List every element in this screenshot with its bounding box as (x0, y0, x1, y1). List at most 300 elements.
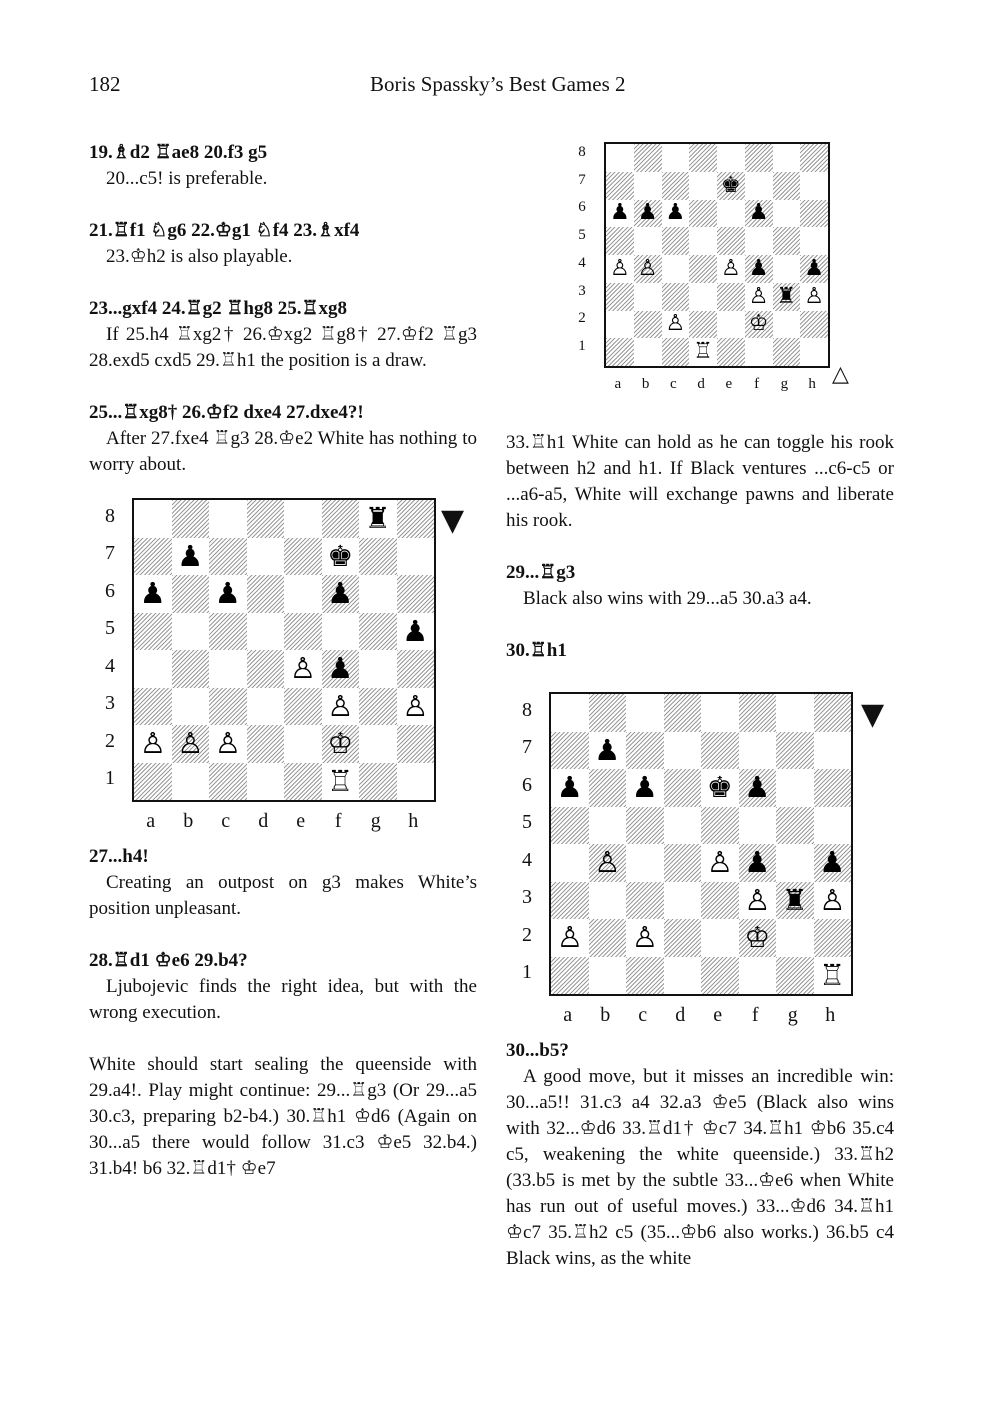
rank-label: 1 (522, 961, 532, 984)
file-label: c (638, 1004, 648, 1026)
square-d8 (664, 694, 702, 732)
square-f3 (739, 882, 777, 920)
square-e5 (284, 613, 322, 651)
chess-piece-icon: ♟ (556, 770, 583, 805)
square-g5 (776, 807, 814, 845)
chess-piece-icon: ♟ (819, 845, 846, 880)
square-g4 (359, 650, 397, 688)
square-c6 (626, 769, 664, 807)
square-g1 (359, 763, 397, 801)
chess-piece-icon: ♙ (610, 255, 630, 281)
square-b7 (634, 172, 662, 200)
square-h1 (397, 763, 435, 801)
square-d6 (689, 200, 717, 228)
chess-piece-icon: ♔ (744, 920, 771, 955)
square-d4 (247, 650, 285, 688)
square-c1 (662, 338, 690, 366)
chess-piece-icon: ♙ (706, 845, 733, 880)
square-b1 (172, 763, 210, 801)
left-column-top (89, 140, 477, 478)
square-g8 (359, 500, 397, 538)
file-label: a (614, 376, 622, 392)
square-h2 (814, 919, 852, 957)
square-h6 (800, 200, 828, 228)
square-d5 (664, 807, 702, 845)
file-label: e (713, 1004, 723, 1026)
square-c2 (662, 311, 690, 339)
square-c8 (626, 694, 664, 732)
square-d3 (664, 882, 702, 920)
square-e7 (701, 732, 739, 770)
chess-piece-icon: ♙ (556, 920, 583, 955)
square-e3 (717, 283, 745, 311)
square-e3 (701, 882, 739, 920)
square-h4 (800, 255, 828, 283)
square-a4 (134, 650, 172, 688)
square-d5 (247, 613, 285, 651)
running-head: Boris Spassky’s Best Games 2 (370, 72, 626, 96)
square-a2 (606, 311, 634, 339)
square-a5 (134, 613, 172, 651)
chess-piece-icon: ♙ (721, 255, 741, 281)
right-column-bottom (506, 1038, 894, 1272)
square-a7 (551, 732, 589, 770)
chess-piece-icon: ♟ (402, 613, 429, 648)
square-b6 (589, 769, 627, 807)
square-g1 (776, 957, 814, 995)
chess-piece-icon: ♙ (804, 283, 824, 309)
file-label: d (675, 1004, 686, 1026)
file-label: c (221, 810, 231, 832)
chess-piece-icon: ♜ (776, 283, 797, 309)
chess-piece-icon: ♙ (744, 882, 771, 917)
file-label: f (751, 1004, 759, 1026)
square-c1 (626, 957, 664, 995)
square-f8 (739, 694, 777, 732)
square-a6 (551, 769, 589, 807)
square-h7 (800, 172, 828, 200)
square-f7 (322, 538, 360, 576)
square-d7 (689, 172, 717, 200)
square-b2 (634, 311, 662, 339)
square-g7 (776, 732, 814, 770)
square-g4 (776, 844, 814, 882)
chess-piece-icon: ♚ (706, 770, 733, 805)
square-e4 (717, 255, 745, 283)
file-label: h (808, 376, 816, 392)
move-heading: 30...b5? (506, 1040, 569, 1061)
square-e7 (284, 538, 322, 576)
black-to-move-triangle-icon: ▼ (441, 503, 465, 538)
annotation-paragraph: White should start sealing the queenside with 29.a4!. Play might continue: 29...♖g3 (Or 29...a5 30.c3, preparing b2-b4.) 30.♖h1 ♔d6 (Again on 30...a5 there would follow 31.c3 ♔e5 32.b4.) 31.b4! b6 32.♖d1† ♔e7 (89, 1054, 477, 1179)
square-a5 (606, 227, 634, 255)
square-c2 (626, 919, 664, 957)
chess-piece-icon: ♖ (693, 339, 713, 365)
square-c1 (209, 763, 247, 801)
chess-piece-icon: ♟ (177, 538, 204, 573)
square-b3 (634, 283, 662, 311)
square-f3 (322, 688, 360, 726)
square-a4 (606, 255, 634, 283)
square-c3 (626, 882, 664, 920)
square-f2 (745, 311, 773, 339)
chess-piece-icon: ♙ (214, 726, 241, 761)
chess-piece-icon: ♙ (327, 688, 354, 723)
square-g7 (773, 172, 801, 200)
square-e4 (284, 650, 322, 688)
square-g3 (359, 688, 397, 726)
square-b2 (589, 919, 627, 957)
chess-piece-icon: ♟ (665, 200, 686, 226)
square-d3 (689, 283, 717, 311)
chess-piece-icon: ♔ (748, 311, 769, 337)
rank-label: 6 (522, 773, 532, 796)
chess-diagram-bottom-right (506, 692, 894, 1032)
square-f7 (739, 732, 777, 770)
chess-piece-icon: ♟ (214, 576, 241, 611)
chess-piece-icon: ♙ (819, 882, 846, 917)
square-d5 (689, 227, 717, 255)
file-label: h (408, 810, 419, 832)
black-to-move-triangle-icon: ▼ (861, 697, 885, 732)
rank-label: 6 (578, 199, 586, 216)
square-h8 (800, 144, 828, 172)
square-c3 (209, 688, 247, 726)
square-a6 (606, 200, 634, 228)
left-column-bottom (89, 844, 477, 1182)
square-f2 (322, 725, 360, 763)
right-column-top (506, 430, 894, 664)
square-g3 (773, 283, 801, 311)
square-c4 (626, 844, 664, 882)
annotation-paragraph: Black also wins with 29...a5 30.a3 a4. (523, 588, 812, 609)
square-b8 (589, 694, 627, 732)
chess-piece-icon: ♟ (327, 651, 354, 686)
square-f5 (745, 227, 773, 255)
chess-piece-icon: ♟ (748, 200, 769, 226)
square-h8 (397, 500, 435, 538)
square-c7 (209, 538, 247, 576)
chess-piece-icon: ♟ (744, 845, 771, 880)
square-b3 (589, 882, 627, 920)
square-c8 (662, 144, 690, 172)
file-label: d (697, 376, 705, 392)
square-e2 (284, 725, 322, 763)
file-label: e (296, 810, 306, 832)
rank-label: 5 (522, 811, 532, 834)
chess-piece-icon: ♜ (364, 501, 391, 536)
square-h6 (814, 769, 852, 807)
square-g8 (776, 694, 814, 732)
rank-label: 3 (578, 282, 586, 299)
square-g3 (776, 882, 814, 920)
move-heading: 29...♖g3 (506, 562, 576, 583)
file-label: b (641, 376, 650, 392)
square-f1 (745, 338, 773, 366)
rank-label: 7 (522, 736, 532, 759)
square-e2 (717, 311, 745, 339)
square-b4 (172, 650, 210, 688)
file-label: a (146, 810, 156, 832)
move-heading: 19.♗d2 ♖ae8 20.f3 g5 (89, 142, 268, 163)
square-h4 (814, 844, 852, 882)
chess-piece-icon: ♖ (819, 957, 846, 992)
square-b4 (589, 844, 627, 882)
square-f5 (739, 807, 777, 845)
file-label: f (754, 376, 760, 392)
square-g4 (773, 255, 801, 283)
square-d8 (689, 144, 717, 172)
square-h6 (397, 575, 435, 613)
square-e6 (284, 575, 322, 613)
chess-diagram-left (89, 498, 477, 838)
square-c6 (209, 575, 247, 613)
square-d8 (247, 500, 285, 538)
square-d2 (247, 725, 285, 763)
square-c5 (209, 613, 247, 651)
chessboard (132, 498, 436, 802)
square-b3 (172, 688, 210, 726)
chess-piece-icon: ♟ (327, 576, 354, 611)
square-e7 (717, 172, 745, 200)
move-heading: 28.♖d1 ♔e6 29.b4? (89, 950, 248, 971)
annotation-paragraph: 23.♔h2 is also playable. (106, 246, 293, 267)
square-g6 (773, 200, 801, 228)
square-c6 (662, 200, 690, 228)
square-a2 (551, 919, 589, 957)
square-g6 (776, 769, 814, 807)
square-e5 (701, 807, 739, 845)
annotation-paragraph: Ljubojevic finds the right idea, but with the wrong execution. (89, 976, 477, 1023)
annotation-paragraph: Creating an outpost on g3 makes White’s position unpleasant. (89, 872, 477, 919)
file-label: f (334, 810, 342, 832)
square-h2 (397, 725, 435, 763)
rank-label: 2 (522, 923, 532, 946)
square-h5 (814, 807, 852, 845)
square-a1 (134, 763, 172, 801)
rank-label: 5 (578, 227, 586, 244)
square-c5 (626, 807, 664, 845)
square-e1 (284, 763, 322, 801)
square-b8 (634, 144, 662, 172)
chess-piece-icon: ♟ (637, 200, 658, 226)
chess-diagram-top-right (506, 142, 894, 422)
square-e1 (717, 338, 745, 366)
white-to-move-triangle-icon: △ (832, 362, 849, 387)
square-h7 (397, 538, 435, 576)
square-d1 (664, 957, 702, 995)
square-e6 (717, 200, 745, 228)
square-b8 (172, 500, 210, 538)
square-a3 (551, 882, 589, 920)
rank-label: 2 (105, 729, 115, 752)
square-a5 (551, 807, 589, 845)
rank-label: 8 (105, 504, 115, 527)
chess-piece-icon: ♟ (631, 770, 658, 805)
file-label: b (600, 1004, 611, 1026)
square-f6 (739, 769, 777, 807)
rank-label: 8 (578, 143, 586, 160)
square-c5 (662, 227, 690, 255)
chess-piece-icon: ♙ (402, 688, 429, 723)
chess-piece-icon: ♟ (744, 770, 771, 805)
file-label: g (780, 376, 789, 392)
chessboard (604, 142, 830, 368)
square-h4 (397, 650, 435, 688)
chessboard (549, 692, 853, 996)
square-d6 (664, 769, 702, 807)
rank-label: 7 (578, 171, 586, 188)
square-a6 (134, 575, 172, 613)
chess-piece-icon: ♟ (748, 255, 769, 281)
square-e1 (701, 957, 739, 995)
square-f6 (745, 200, 773, 228)
chess-piece-icon: ♙ (177, 726, 204, 761)
file-label: a (563, 1004, 573, 1026)
rank-label: 5 (105, 617, 115, 640)
square-b5 (634, 227, 662, 255)
square-d4 (664, 844, 702, 882)
square-c7 (662, 172, 690, 200)
square-g2 (776, 919, 814, 957)
square-a2 (134, 725, 172, 763)
chess-piece-icon: ♙ (748, 283, 769, 309)
rank-label: 8 (522, 698, 532, 721)
square-d7 (664, 732, 702, 770)
square-e2 (701, 919, 739, 957)
square-a8 (606, 144, 634, 172)
chess-piece-icon: ♟ (804, 255, 824, 281)
square-a1 (606, 338, 634, 366)
square-e5 (717, 227, 745, 255)
move-heading: 30.♖h1 (506, 640, 567, 661)
square-g7 (359, 538, 397, 576)
square-g6 (359, 575, 397, 613)
rank-label: 6 (105, 579, 115, 602)
square-c7 (626, 732, 664, 770)
square-a4 (551, 844, 589, 882)
square-c2 (209, 725, 247, 763)
square-b6 (172, 575, 210, 613)
square-b4 (634, 255, 662, 283)
square-b7 (589, 732, 627, 770)
chess-piece-icon: ♙ (637, 255, 658, 281)
annotation-paragraph: 20...c5! is preferable. (106, 168, 268, 189)
square-h3 (397, 688, 435, 726)
square-h3 (800, 283, 828, 311)
square-h1 (800, 338, 828, 366)
rank-label: 4 (522, 848, 532, 871)
square-d4 (689, 255, 717, 283)
square-b1 (589, 957, 627, 995)
square-h8 (814, 694, 852, 732)
square-c3 (662, 283, 690, 311)
square-b2 (172, 725, 210, 763)
chess-piece-icon: ♔ (327, 726, 354, 761)
rank-label: 3 (522, 886, 532, 909)
square-f4 (745, 255, 773, 283)
rank-label: 4 (578, 254, 586, 271)
square-g5 (773, 227, 801, 255)
square-h1 (814, 957, 852, 995)
square-a7 (134, 538, 172, 576)
square-c4 (662, 255, 690, 283)
file-label: e (725, 376, 733, 392)
rank-label: 7 (105, 542, 115, 565)
chess-piece-icon: ♙ (139, 726, 166, 761)
chess-piece-icon: ♜ (781, 882, 808, 917)
rank-label: 1 (105, 767, 115, 790)
file-label: b (183, 810, 194, 832)
square-f8 (745, 144, 773, 172)
square-g1 (773, 338, 801, 366)
square-h2 (800, 311, 828, 339)
square-b7 (172, 538, 210, 576)
square-e6 (701, 769, 739, 807)
square-d2 (664, 919, 702, 957)
square-c8 (209, 500, 247, 538)
annotation-paragraph: If 25.h4 ♖xg2† 26.♔xg2 ♖g8† 27.♔f2 ♖g3 28.exd5 cxd5 29.♖h1 the position is a draw. (89, 324, 477, 371)
square-f4 (739, 844, 777, 882)
file-label: g (370, 810, 381, 832)
page-number: 182 (89, 72, 121, 96)
rank-label: 4 (105, 654, 115, 677)
chess-piece-icon: ♙ (289, 651, 316, 686)
square-b6 (634, 200, 662, 228)
chess-piece-icon: ♚ (721, 172, 741, 198)
square-e8 (701, 694, 739, 732)
square-a3 (606, 283, 634, 311)
square-f1 (739, 957, 777, 995)
square-e8 (717, 144, 745, 172)
chess-piece-icon: ♟ (610, 200, 630, 226)
square-f6 (322, 575, 360, 613)
square-f8 (322, 500, 360, 538)
square-a8 (134, 500, 172, 538)
move-heading: 27...h4! (89, 846, 149, 867)
square-h3 (814, 882, 852, 920)
rank-label: 1 (578, 338, 586, 355)
annotation-paragraph: After 27.fxe4 ♖g3 28.♔e2 White has nothing to worry about. (89, 428, 477, 475)
square-f3 (745, 283, 773, 311)
square-f2 (739, 919, 777, 957)
rank-label: 3 (105, 692, 115, 715)
square-d1 (247, 763, 285, 801)
annotation-paragraph: 33.♖h1 White can hold as he can toggle his rook between h2 and h1. If Black ventures ...c6-c5 or ...a6-a5, White will exchange pawns and liberate his rook. (506, 432, 894, 531)
square-g2 (359, 725, 397, 763)
file-label: g (787, 1004, 798, 1026)
square-a3 (134, 688, 172, 726)
chess-piece-icon: ♖ (327, 763, 354, 798)
square-f7 (745, 172, 773, 200)
chess-piece-icon: ♙ (594, 845, 621, 880)
chess-piece-icon: ♙ (631, 920, 658, 955)
square-b5 (172, 613, 210, 651)
square-d6 (247, 575, 285, 613)
square-a1 (551, 957, 589, 995)
annotation-paragraph: A good move, but it misses an incredible win: 30...a5!! 31.c3 a4 32.a3 ♔e5 (Black also wins with 32...♔d6 33.♖d1† ♔c7 34.♖h1 ♔b6 35.c4 c5, weakening the white queenside.) 33.♖h2 (33.b5 is met by the subtle 33...♔e6 when White has run out of useful moves.) 33...♔d6 34.♖h1 ♔c7 35.♖h2 c5 (35...♔b6 also works.) 36.b5 c4 Black wins, as the white (506, 1066, 894, 1269)
square-b5 (589, 807, 627, 845)
square-h5 (397, 613, 435, 651)
square-g5 (359, 613, 397, 651)
square-d3 (247, 688, 285, 726)
square-f5 (322, 613, 360, 651)
square-h5 (800, 227, 828, 255)
square-e4 (701, 844, 739, 882)
file-label: c (670, 376, 677, 392)
rank-label: 2 (578, 310, 586, 327)
chess-piece-icon: ♟ (139, 576, 166, 611)
